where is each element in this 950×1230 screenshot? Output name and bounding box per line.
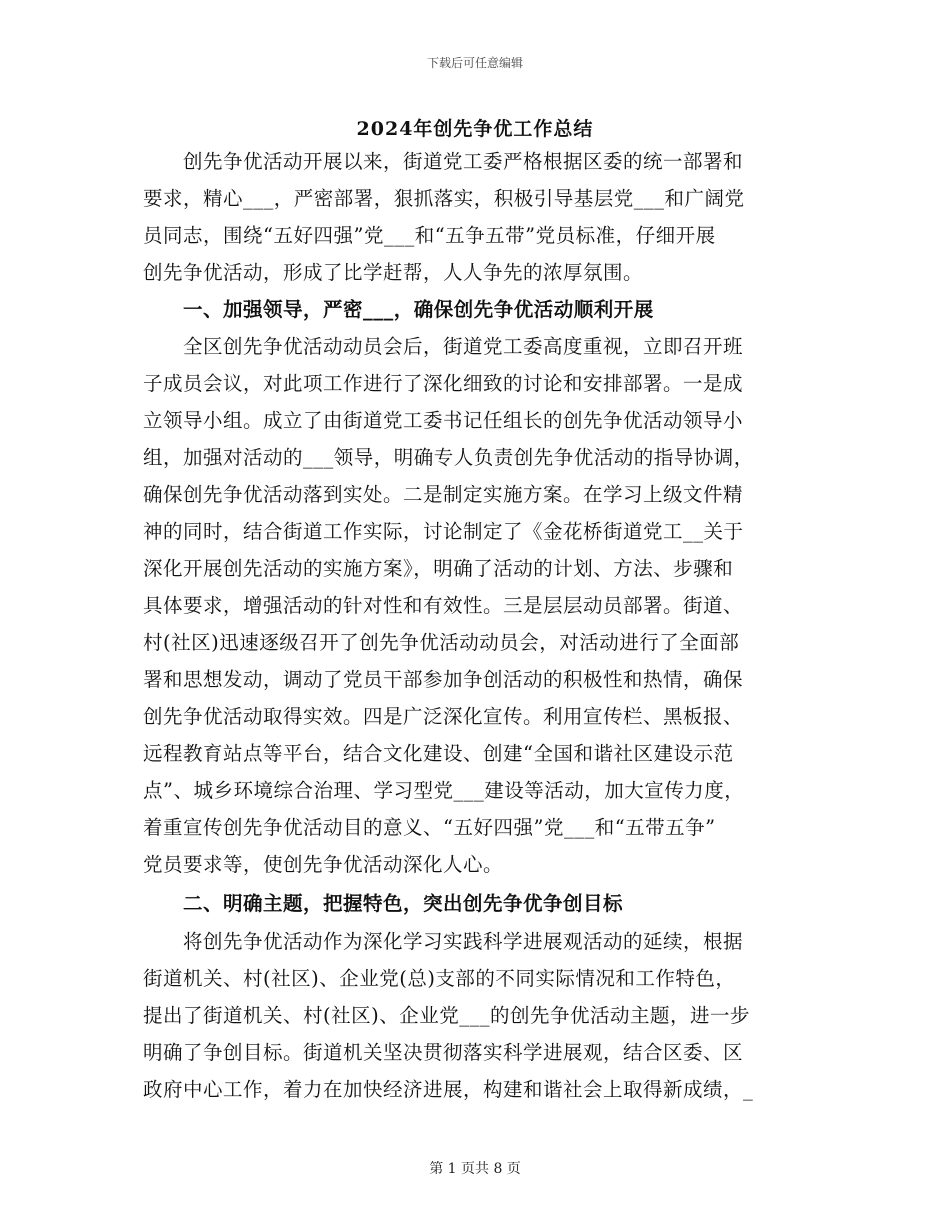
body-line: 明确了争创目标。街道机关坚决贯彻落实科学进展观，结合区委、区 (143, 1041, 744, 1064)
body-line: 确保创先争优活动落到实处。二是制定实施方案。在学习上级文件精 (143, 483, 744, 506)
section-heading-2: 二、明确主题，把握特色，突出创先争优争创目标 (143, 892, 624, 915)
body-line: 员同志，围绕“五好四强”党___和“五争五带”党员标准，仔细开展 (143, 224, 716, 247)
body-line: 村(社区)迅速逐级召开了创先争优活动动员会，对活动进行了全面部 (143, 631, 740, 654)
body-line: 要求，精心___，严密部署，狠抓落实，积极引导基层党___和广阔党 (143, 187, 745, 210)
body-line: 党员要求等，使创先争优活动深化人心。 (143, 853, 504, 876)
body-line: 街道机关、村(社区)、企业党(总)支部的不同实际情况和工作特色， (143, 967, 736, 990)
body-line: 神的同时，结合街道工作实际，讨论制定了《金花桥街道党工__关于 (143, 520, 744, 543)
page-footer: 第 1 页共 8 页 (429, 1161, 521, 1177)
body-line: 全区创先争优活动动员会后，街道党工委高度重视，立即召开班 (143, 335, 744, 358)
body-line: 子成员会议，对此项工作进行了深化细致的讨论和安排部署。一是成 (143, 372, 744, 395)
body-line: 创先争优活动取得实效。四是广泛深化宣传。利用宣传栏、黑板报、 (143, 705, 744, 728)
body-line: 将创先争优活动作为深化学习实践科学进展观活动的延续，根据 (143, 930, 744, 953)
body-line: 创先争优活动，形成了比学赶帮，人人争先的浓厚氛围。 (143, 261, 644, 284)
body-line: 政府中心工作，着力在加快经济进展，构建和谐社会上取得新成绩，_ (143, 1078, 754, 1101)
body-line: 点”、城乡环境综合治理、学习型党___建设等活动，加大宣传力度， (143, 779, 745, 802)
body-line: 组，加强对活动的___领导，明确专人负责创先争优活动的指导协调， (143, 446, 754, 469)
document-title: 2024年创先争优工作总结 (356, 118, 594, 140)
body-line: 深化开展创先活动的实施方案》，明确了活动的计划、方法、步骤和 (143, 557, 734, 580)
body-line: 远程教育站点等平台，结合文化建设、创建“全国和谐社区建设示范 (143, 742, 734, 765)
body-line: 立领导小组。成立了由街道党工委书记任组长的创先争优活动领导小 (143, 409, 744, 432)
body-line: 署和思想发动，调动了党员干部参加争创活动的积极性和热情，确保 (143, 668, 744, 691)
section-heading-1: 一、加强领导，严密___，确保创先争优活动顺利开展 (143, 298, 654, 321)
body-line: 创先争优活动开展以来，街道党工委严格根据区委的统一部署和 (143, 150, 744, 173)
body-line: 提出了街道机关、村(社区)、企业党___的创先争优活动主题，进一步 (143, 1004, 750, 1027)
body-line: 着重宣传创先争优活动目的意义、“五好四强”党___和“五带五争” (143, 816, 716, 839)
header-note: 下载后可任意编辑 (426, 56, 523, 70)
body-line: 具体要求，增强活动的针对性和有效性。三是层层动员部署。街道、 (143, 594, 744, 617)
